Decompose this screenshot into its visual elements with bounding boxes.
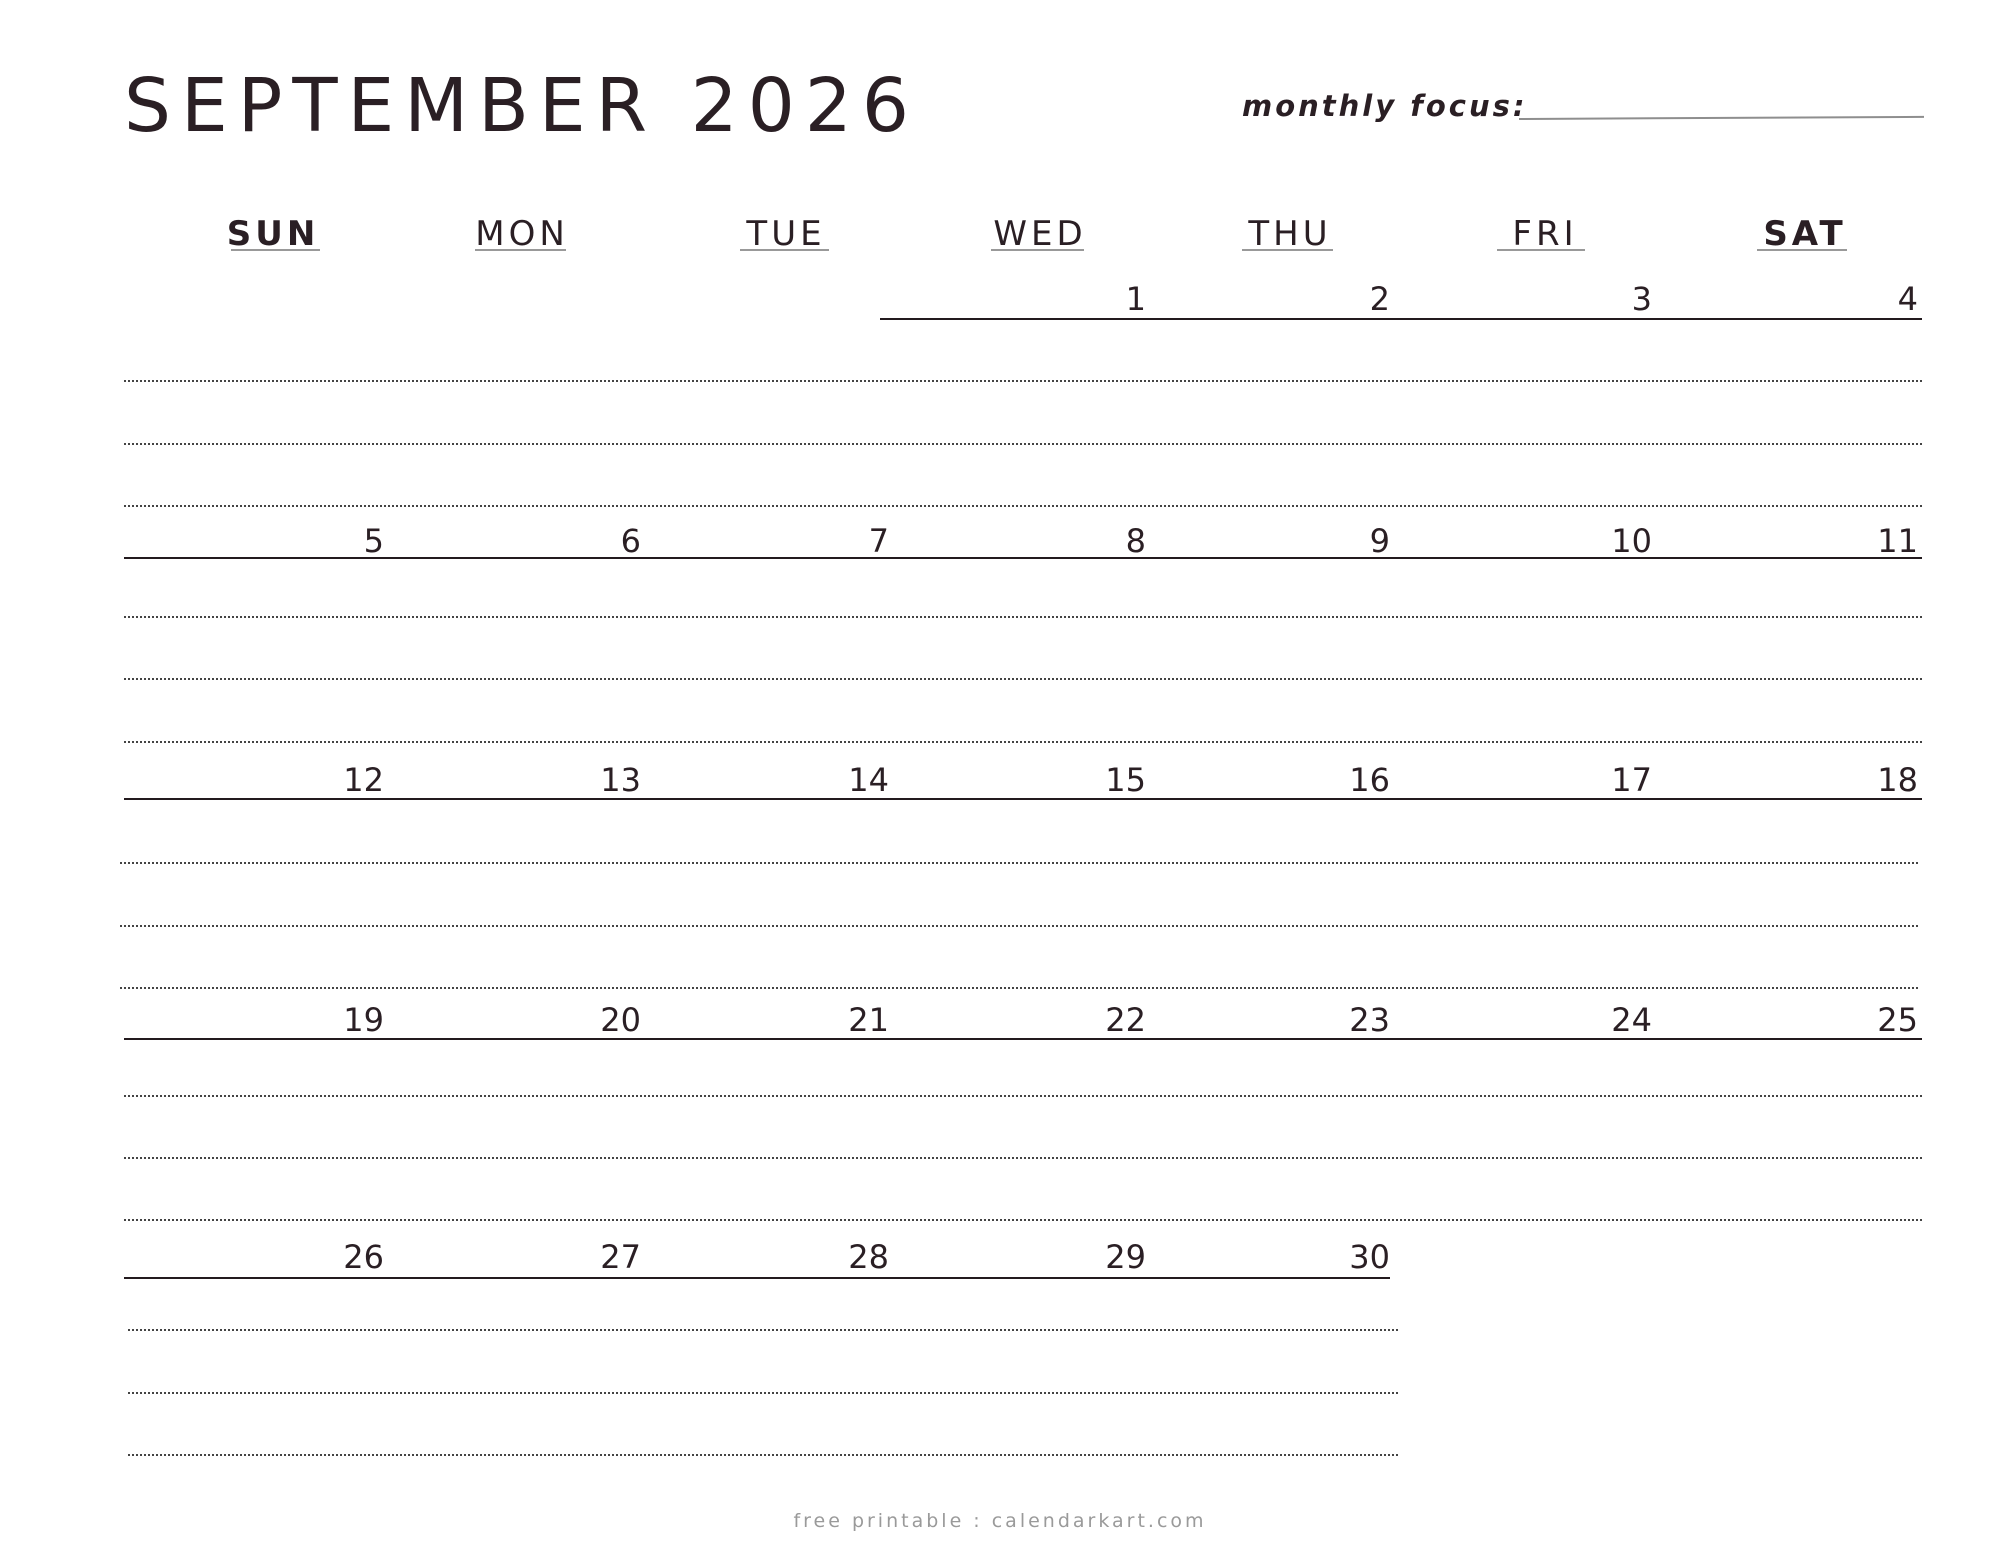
day-number: 3 — [1631, 280, 1652, 318]
weekday-header: TUE — [746, 214, 826, 254]
weekday-underline — [1242, 249, 1333, 251]
day-number: 19 — [343, 1001, 384, 1039]
day-number: 9 — [1369, 522, 1390, 560]
weekday-header: SUN — [226, 214, 320, 254]
writing-line — [128, 1392, 1398, 1394]
day-number: 8 — [1125, 522, 1146, 560]
day-number: 29 — [1105, 1238, 1146, 1276]
monthly-focus-line — [1519, 116, 1924, 120]
writing-line — [124, 443, 1922, 445]
day-number: 12 — [343, 761, 384, 799]
day-number: 15 — [1105, 761, 1146, 799]
day-number: 11 — [1877, 522, 1918, 560]
day-number: 17 — [1611, 761, 1652, 799]
writing-line — [128, 1329, 1398, 1331]
writing-line — [124, 1157, 1922, 1159]
day-number: 24 — [1611, 1001, 1652, 1039]
day-number: 4 — [1897, 280, 1918, 318]
day-number: 25 — [1877, 1001, 1918, 1039]
weekday-underline — [475, 249, 566, 251]
week-date-line — [880, 318, 1922, 320]
day-number: 16 — [1349, 761, 1390, 799]
day-number: 6 — [620, 522, 641, 560]
day-number: 21 — [848, 1001, 889, 1039]
weekday-header: MON — [475, 214, 569, 254]
day-number: 13 — [600, 761, 641, 799]
day-number: 7 — [868, 522, 889, 560]
day-number: 10 — [1611, 522, 1652, 560]
writing-line — [124, 1219, 1922, 1221]
day-number: 27 — [600, 1238, 641, 1276]
writing-line — [120, 862, 1918, 864]
day-number: 1 — [1125, 280, 1146, 318]
day-number: 22 — [1105, 1001, 1146, 1039]
writing-line — [124, 678, 1922, 680]
day-number: 18 — [1877, 761, 1918, 799]
day-number: 23 — [1349, 1001, 1390, 1039]
weekday-underline — [231, 249, 320, 251]
day-number: 20 — [600, 1001, 641, 1039]
day-number: 26 — [343, 1238, 384, 1276]
week-date-line — [124, 1038, 1922, 1040]
monthly-focus-label: monthly focus: — [1242, 89, 1528, 123]
month-title: SEPTEMBER 2026 — [124, 63, 919, 149]
writing-line — [120, 987, 1918, 989]
writing-line — [124, 505, 1922, 507]
weekday-underline — [1757, 249, 1847, 251]
weekday-underline — [740, 249, 829, 251]
footer-credit: free printable : calendarkart.com — [793, 1510, 1207, 1532]
writing-line — [124, 616, 1922, 618]
weekday-header: THU — [1248, 214, 1332, 254]
weekday-header: WED — [993, 214, 1087, 254]
writing-line — [124, 741, 1922, 743]
weekday-header: SAT — [1763, 214, 1847, 254]
writing-line — [124, 380, 1922, 382]
day-number: 28 — [848, 1238, 889, 1276]
writing-line — [128, 1454, 1398, 1456]
week-date-line — [124, 798, 1922, 800]
weekday-header: FRI — [1512, 214, 1578, 254]
week-date-line — [124, 1277, 1390, 1279]
weekday-underline — [991, 249, 1084, 251]
day-number: 2 — [1369, 280, 1390, 318]
writing-line — [120, 925, 1918, 927]
day-number: 5 — [363, 522, 384, 560]
writing-line — [124, 1095, 1922, 1097]
weekday-underline — [1497, 249, 1585, 251]
week-date-line — [124, 557, 1922, 559]
day-number: 30 — [1349, 1238, 1390, 1276]
day-number: 14 — [848, 761, 889, 799]
